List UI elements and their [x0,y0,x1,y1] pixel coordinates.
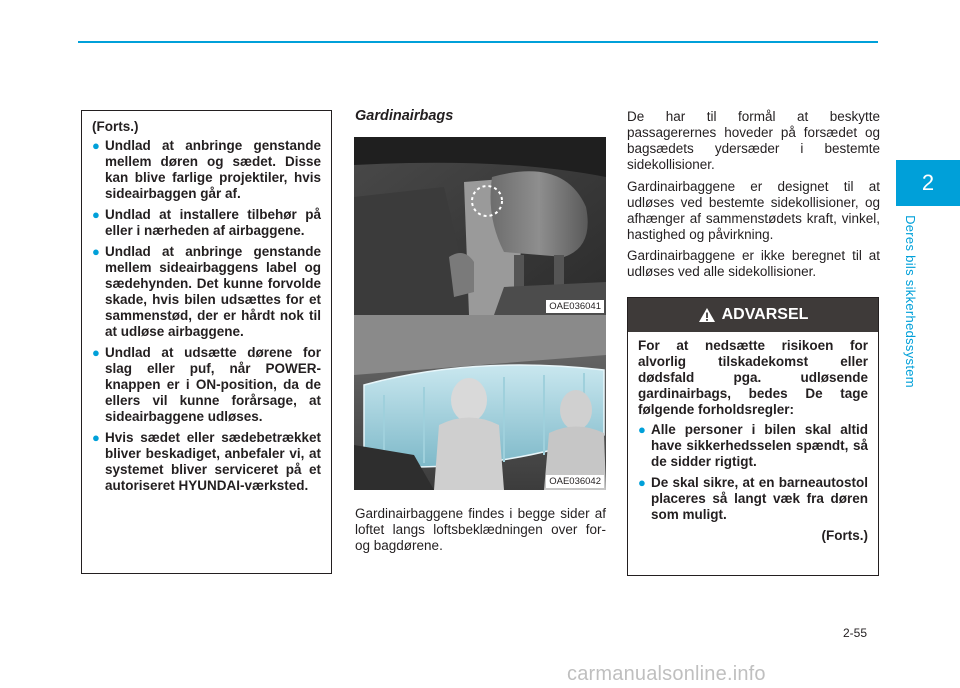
chapter-number: 2 [921,170,935,195]
bullet-icon: ● [92,207,100,222]
bullet-icon: ● [92,345,100,360]
warning-header [628,298,878,332]
chapter-side-title [897,206,923,396]
forts-heading: (Forts.) [92,119,139,134]
paragraph: Gardinairbaggene er ikke beregnet til at udløses ved alle sidekollisioner. [627,248,880,279]
list-item: ● Hvis sædet eller sædebetrækket bliver beskadiget, anbefaler vi, at systemet bliver serviceret på et autoriseret HYUNDAI-værksted. [92,430,321,493]
list-item: ● Undlad at installere tilbehør på eller i nærheden af airbaggene. [92,207,321,238]
headrest-illustration [354,137,606,315]
paragraph: Gardinairbaggene findes i begge sider af loftet langs loftsbeklædningen over for- og bagdørene. [355,506,606,553]
chapter-tab [896,160,960,206]
warning-body [628,332,878,543]
bullet-icon: ● [638,422,646,437]
warning-box [627,297,879,576]
chapter-title: Deres bils sikkerhedssystem [902,214,918,388]
bullet-icon: ● [638,475,646,490]
header-rule [78,41,878,43]
list-item: ● Undlad at anbringe genstande mellem døren og sædet. Disse kan blive farlige projektiler, hvis sideairbaggen går af. [92,138,321,201]
image-code: OAE036042 [546,475,604,488]
bullet-icon: ● [92,138,100,153]
list-item: ● De skal sikre, at en barneautostol placeres så langt væk fra døren som muligt. [638,475,868,522]
warning-intro: For at nedsætte risikoen for alvorlig tilskadekomst eller dødsfald pga. udløsende gardinairbags, bedes De tage følgende forholdsregler: [638,338,868,417]
bullet-icon: ● [92,430,100,445]
warning-title: ADVARSEL [721,306,809,323]
forts-list [92,138,321,494]
paragraph: Gardinairbaggene er designet til at udløses ved bestemte sidekollisioner, og afhænger af sammenstødets kraft, vinkel, hastighed og påvirkning. [627,179,880,242]
image-code: OAE036041 [546,300,604,313]
section-heading: Gardinairbags [355,108,454,124]
list-item: ● Alle personer i bilen skal altid have sikkerhedsselen spændt, så de sidder rigtigt. [638,422,868,469]
curtain-airbag-photo [354,315,606,490]
list-item: ● Undlad at anbringe genstande mellem sideairbaggens label og sædehynden. Det kunne forvolde skade, hvis bilen udsættes for et sammenstød, der er hårdt nok til at udløse airbaggene. [92,244,321,339]
warning-continued: (Forts.) [821,528,868,543]
bullet-icon: ● [92,244,100,259]
curtain-airbag-illustration [354,315,606,490]
forts-box [81,110,332,574]
list-item: ● Undlad at udsætte dørene for slag eller puf, når POWER-knappen er i ON-position, da de ellers vil kunne forårsage, at sideairbaggene udløses. [92,345,321,424]
headrest-photo [354,137,606,315]
page-number: 2-55 [843,626,868,640]
paragraph: De har til formål at beskytte passagerernes hoveder på forsædet og bagsædets ydersæder i bestemte sidekollisioner. [627,109,880,172]
warning-triangle-icon [698,307,716,323]
watermark: carmanualsonline.info [567,663,766,685]
warning-list [638,422,868,523]
